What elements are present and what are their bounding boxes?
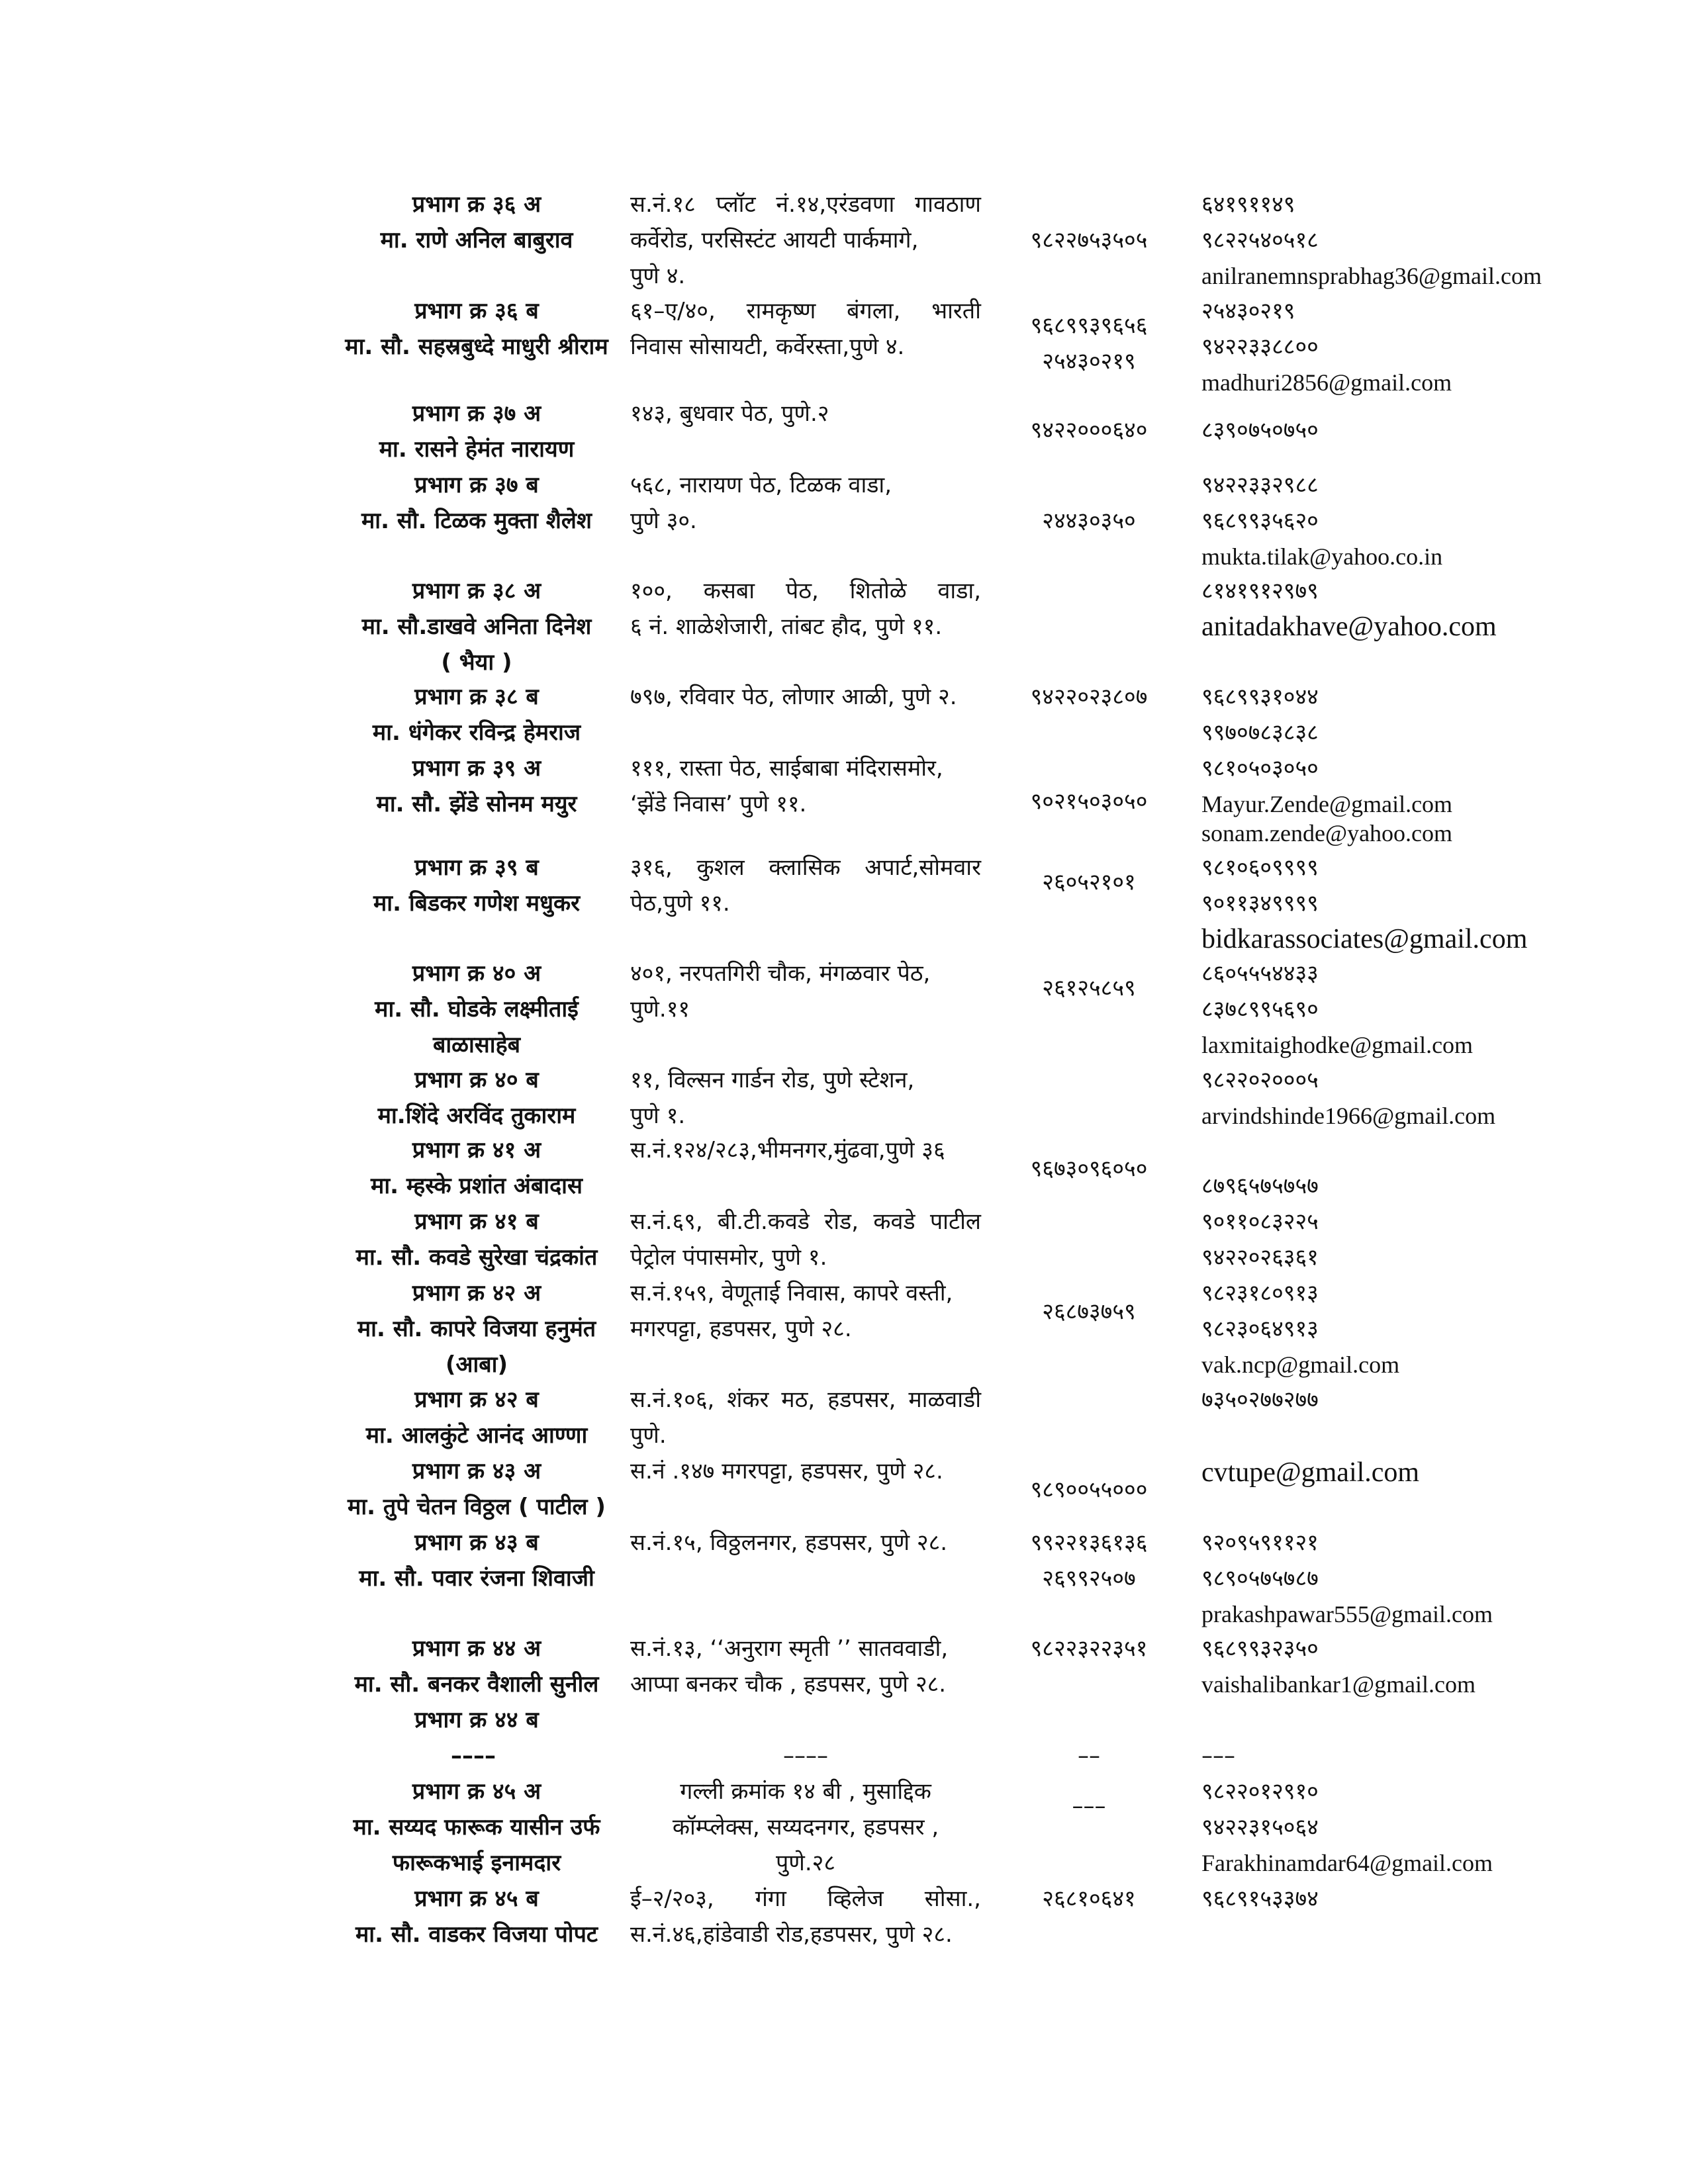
office-phone: २६८७३७५९ bbox=[1042, 1298, 1136, 1325]
address-line: १११, रास्ता पेठ, साईबाबा मंदिरासमोर, bbox=[630, 755, 943, 782]
office-phone: ९८२२७५३५०५ bbox=[1030, 227, 1148, 253]
councillor-name: मा. सौ. घोडके लक्ष्मीताई bbox=[375, 996, 579, 1023]
mobile-number: ९८९०५७५७८७ bbox=[1201, 1565, 1319, 1592]
empty-dash: ––– bbox=[1072, 1793, 1106, 1819]
email-address: vaishalibankar1@gmail.com bbox=[1201, 1671, 1476, 1698]
ward-label: प्रभाग क्र ४१ ब bbox=[414, 1208, 539, 1235]
ward-label: प्रभाग क्र ४१ अ bbox=[412, 1137, 541, 1163]
mobile-number: ९४२२३१५०६४ bbox=[1201, 1814, 1319, 1841]
ward-label: प्रभाग क्र ४५ ब bbox=[414, 1886, 539, 1912]
mobile-number: ९६८९९३५६२० bbox=[1201, 508, 1319, 534]
address-line: पेठ,पुणे ११. bbox=[630, 890, 730, 917]
office-phone: २४४३०३५० bbox=[1042, 508, 1136, 534]
email-address: anitadakhave@yahoo.com bbox=[1201, 612, 1497, 642]
mobile-number: ६४१९११४९ bbox=[1201, 191, 1295, 218]
contact-col bbox=[1201, 956, 1665, 1063]
address-col bbox=[630, 1774, 981, 1881]
address-col bbox=[630, 751, 981, 822]
mobile-number: ८३९०७५०७५० bbox=[1201, 417, 1319, 443]
councillor-name: मा. सौ. झेंडे सोनम मयुर bbox=[376, 791, 577, 817]
address-line: स.नं.१३, ‘‘अनुराग स्मृती ’’ सातववाडी, bbox=[630, 1635, 949, 1662]
address-col bbox=[630, 293, 981, 365]
mobile-number: ८३७८९९५६९० bbox=[1201, 996, 1319, 1023]
ward-label: प्रभाग क्र ३८ अ bbox=[412, 578, 541, 604]
address-line: ६ नं. शाळेशेजारी, तांबट हौद, पुणे ११. bbox=[630, 614, 943, 640]
address-line: स.नं.१०६, शंकर मठ, हडपसर, माळवाडी bbox=[630, 1387, 981, 1413]
empty-dash: –––– bbox=[451, 1743, 496, 1769]
address-line: पुणे ४. bbox=[630, 263, 686, 289]
office-phone: ९८२२३२२३५१ bbox=[1030, 1635, 1148, 1662]
ward-name-col bbox=[285, 396, 669, 467]
address-col bbox=[630, 1062, 981, 1134]
address-col bbox=[630, 396, 981, 432]
contact-col bbox=[1201, 1275, 1665, 1383]
address-col bbox=[630, 1738, 981, 1774]
address-line: ३१६, कुशल क्लासिक अपार्ट,सोमवार bbox=[630, 854, 981, 881]
ward-label: प्रभाग क्र ४० ब bbox=[414, 1067, 539, 1093]
address-col bbox=[630, 956, 981, 1027]
email-address: mukta.tilak@yahoo.co.in bbox=[1201, 543, 1443, 570]
address-line: ४०१, नरपतगिरी चौक, मंगळवार पेठ, bbox=[630, 960, 931, 987]
address-line: पुणे ३०. bbox=[630, 508, 697, 534]
contact-col bbox=[1201, 1168, 1665, 1204]
address-col bbox=[630, 1382, 981, 1453]
ward-name-col bbox=[285, 850, 669, 921]
email-address: Mayur.Zende@gmail.com bbox=[1201, 791, 1453, 817]
mobile-number: ९६८९९३२३५० bbox=[1201, 1635, 1319, 1662]
address-line: स.नं.४६,हांडेवाडी रोड,हडपसर, पुणे २८. bbox=[630, 1921, 953, 1948]
address-line: पेट्रोल पंपासमोर, पुणे १. bbox=[630, 1244, 827, 1271]
councillor-nickname: ( भैया ) bbox=[441, 649, 512, 676]
office-phone-col bbox=[986, 679, 1192, 715]
address-col bbox=[630, 187, 981, 294]
contact-col bbox=[1201, 467, 1665, 574]
address-line: पुणे.२८ bbox=[775, 1850, 836, 1876]
contact-col bbox=[1201, 1631, 1665, 1702]
address-line: स.नं.१२४/२८३,भीमनगर,मुंढवा,पुणे ३६ bbox=[630, 1137, 945, 1163]
ward-name-col bbox=[285, 573, 669, 680]
address-line: ‘झेंडे निवास’ पुणे ११. bbox=[630, 791, 807, 817]
councillor-name: मा. सौ. वाडकर विजया पोपट bbox=[355, 1921, 598, 1948]
contact-col bbox=[1201, 751, 1665, 851]
councillor-name: मा. बिडकर गणेश मधुकर bbox=[373, 890, 581, 917]
office-phone: २६८१०६४१ bbox=[1042, 1886, 1136, 1912]
office-phone: ९६७३०९६०५० bbox=[1030, 1156, 1148, 1182]
address-line: स.नं.६९, बी.टी.कवडे रोड, कवडे पाटील bbox=[630, 1208, 981, 1235]
councillor-name: मा. सौ. पवार रंजना शिवाजी bbox=[359, 1565, 594, 1592]
empty-dash: –– bbox=[1078, 1743, 1100, 1769]
ward-label: प्रभाग क्र ४० अ bbox=[412, 960, 541, 987]
email-address: vak.ncp@gmail.com bbox=[1201, 1351, 1400, 1378]
mobile-number: ९८२२०१२९१० bbox=[1201, 1778, 1319, 1805]
councillor-name: मा. सौ. बनकर वैशाली सुनील bbox=[354, 1671, 599, 1698]
ward-label: प्रभाग क्र ४२ ब bbox=[414, 1387, 539, 1413]
ward-name-col bbox=[285, 1631, 669, 1738]
contact-col bbox=[1201, 1382, 1665, 1418]
address-line: पुणे. bbox=[630, 1422, 667, 1449]
address-line: स.नं.१५९, वेणूताई निवास, कापरे वस्ती, bbox=[630, 1280, 953, 1306]
councillor-name: मा.शिंदे अरविंद तुकाराम bbox=[377, 1103, 576, 1129]
address-col bbox=[630, 1204, 981, 1275]
ward-label: प्रभाग क्र ४५ अ bbox=[412, 1778, 541, 1805]
office-phone: ९०२१५०३०५० bbox=[1030, 788, 1148, 815]
contact-col bbox=[1201, 1881, 1665, 1917]
ward-name-col bbox=[285, 1062, 669, 1134]
address-line: स.नं.१५, विठ्ठलनगर, हडपसर, पुणे २८. bbox=[630, 1529, 948, 1556]
contact-col bbox=[1201, 187, 1665, 294]
address-line: १००, कसबा पेठ, शितोळे वाडा, bbox=[630, 578, 981, 604]
mobile-number: ८६०५५५४४३३ bbox=[1201, 960, 1319, 987]
office-phone: ९४२२०००६४० bbox=[1030, 417, 1148, 443]
email-address: bidkarassociates@gmail.com bbox=[1201, 924, 1528, 954]
email-address: cvtupe@gmail.com bbox=[1201, 1457, 1420, 1488]
councillor-name: मा. आलकुंटे आनंद आण्णा bbox=[365, 1422, 588, 1449]
address-line: ६१–ए/४०, रामकृष्ण बंगला, भारती bbox=[630, 298, 981, 324]
contact-col bbox=[1201, 1525, 1665, 1632]
empty-dash: ––– bbox=[1201, 1743, 1235, 1769]
office-phone-col bbox=[986, 308, 1192, 379]
email-address: Farakhinamdar64@gmail.com bbox=[1201, 1850, 1493, 1876]
phone-number: २५४३०२१९ bbox=[1201, 298, 1295, 324]
address-col bbox=[630, 467, 981, 539]
address-line: पुणे.११ bbox=[630, 996, 690, 1023]
email-address: prakashpawar555@gmail.com bbox=[1201, 1601, 1493, 1627]
mobile-number: ९८२२५४०५१८ bbox=[1201, 227, 1319, 253]
councillor-name: मा. सौ. सहस्रबुध्दे माधुरी श्रीराम bbox=[345, 334, 608, 360]
office-phone: ९६८९९३९६५६ bbox=[1030, 312, 1148, 339]
mobile-number: ९६८९९३१०४४ bbox=[1201, 684, 1319, 710]
office-phone-col bbox=[986, 1738, 1192, 1774]
ward-label: प्रभाग क्र ३९ अ bbox=[412, 755, 541, 782]
email-address: anilranemnsprabhag36@gmail.com bbox=[1201, 263, 1542, 289]
councillor-name: मा. सौ. टिळक मुक्ता शैलेश bbox=[361, 508, 592, 534]
ward-name-col bbox=[285, 1204, 669, 1275]
address-line: ५६८, नारायण पेठ, टिळक वाडा, bbox=[630, 472, 892, 498]
address-line: निवास सोसायटी, कर्वेरस्ता,पुणे ४. bbox=[630, 334, 905, 360]
office-phone-col bbox=[986, 1788, 1192, 1824]
email-address: laxmitaighodke@gmail.com bbox=[1201, 1032, 1474, 1058]
address-line: स.नं .१४७ मगरपट्टा, हडपसर, पुणे २८. bbox=[630, 1458, 943, 1484]
address-line: ई–२/२०३, गंगा व्हिलेज सोसा., bbox=[630, 1886, 981, 1912]
office-phone-col bbox=[986, 222, 1192, 258]
office-phone-col bbox=[986, 412, 1192, 448]
office-phone-col bbox=[986, 1151, 1192, 1187]
mobile-number: ९४२२३३८८०० bbox=[1201, 334, 1319, 360]
address-col bbox=[630, 1453, 981, 1489]
ward-name-col bbox=[285, 1881, 669, 1952]
mobile-number: ९२०९५९११२१ bbox=[1201, 1529, 1319, 1556]
mobile-number: ८१४१९१२९७९ bbox=[1201, 578, 1319, 604]
address-col bbox=[630, 1881, 981, 1952]
office-phone-col bbox=[986, 1881, 1192, 1917]
ward-label: प्रभाग क्र ३८ ब bbox=[414, 684, 539, 710]
office-phone: ९४२२०२३८०७ bbox=[1030, 684, 1148, 710]
mobile-number: ९४२२३३२९८८ bbox=[1201, 472, 1319, 498]
office-phone-col bbox=[986, 1631, 1192, 1666]
address-col bbox=[630, 1525, 981, 1561]
address-line: गल्ली क्रमांक १४ बी , मुसाद्दिक bbox=[680, 1778, 931, 1805]
mobile-number: ९८२३१८०९१३ bbox=[1201, 1280, 1319, 1306]
office-phone-col bbox=[986, 784, 1192, 819]
address-col bbox=[630, 850, 981, 921]
office-phone-col bbox=[986, 1294, 1192, 1330]
office-phone: २६०५२१०१ bbox=[1042, 869, 1136, 895]
email-address: madhuri2856@gmail.com bbox=[1201, 369, 1452, 396]
ward-name-col bbox=[285, 1774, 669, 1881]
mobile-number: ९६८९१५३३७४ bbox=[1201, 1886, 1319, 1912]
office-phone: २६१२५८५९ bbox=[1042, 975, 1136, 1001]
address-line: आप्पा बनकर चौक , हडपसर, पुणे २८. bbox=[630, 1671, 947, 1698]
contact-col bbox=[1201, 412, 1665, 448]
mobile-number: ९८२२०२०००५ bbox=[1201, 1067, 1319, 1093]
councillor-name: मा. सौ.डाखवे अनिता दिनेश bbox=[361, 614, 592, 640]
email-address: arvindshinde1966@gmail.com bbox=[1201, 1103, 1496, 1129]
office-phone: ९९२२१३६१३६ bbox=[1030, 1529, 1148, 1556]
empty-dash: –––– bbox=[783, 1743, 828, 1769]
office-phone-col bbox=[986, 1472, 1192, 1508]
mobile-number: ९८१०६०९९९९ bbox=[1201, 854, 1319, 881]
ward-label: प्रभाग क्र ४४ अ bbox=[412, 1635, 541, 1662]
mobile-number: ९०११०८३२२५ bbox=[1201, 1208, 1319, 1235]
ward-name-col bbox=[285, 1275, 669, 1383]
ward-label: प्रभाग क्र ४२ अ bbox=[412, 1280, 541, 1306]
mobile-number: ९८२३०६४९१३ bbox=[1201, 1316, 1319, 1342]
address-line: मगरपट्टा, हडपसर, पुणे २८. bbox=[630, 1316, 852, 1342]
address-col bbox=[630, 1132, 981, 1168]
ward-label: प्रभाग क्र ४४ ब bbox=[414, 1707, 539, 1733]
contact-col bbox=[1201, 1062, 1665, 1134]
ward-label: प्रभाग क्र ३६ अ bbox=[412, 191, 541, 218]
address-line: स.नं.१८ प्लॉट नं.१४,एरंडवणा गावठाण bbox=[630, 191, 981, 218]
councillor-name: मा. धंगेकर रविन्द्र हेमराज bbox=[372, 719, 581, 746]
contact-col bbox=[1201, 1455, 1665, 1490]
ward-label: प्रभाग क्र ३७ ब bbox=[414, 472, 539, 498]
address-line: पुणे १. bbox=[630, 1103, 686, 1129]
office-phone-col bbox=[986, 864, 1192, 900]
ward-name-col bbox=[285, 679, 669, 751]
ward-name-col bbox=[285, 1738, 662, 1774]
contact-col bbox=[1201, 1774, 1665, 1881]
councillor-name-cont: फारूकभाई इनामदार bbox=[392, 1850, 561, 1876]
office-phone: २६९९२५०७ bbox=[1042, 1565, 1136, 1592]
mobile-number: ९९७०७८३८३८ bbox=[1201, 719, 1319, 746]
ward-label: प्रभाग क्र ३७ अ bbox=[412, 400, 541, 427]
ward-name-col bbox=[285, 1382, 669, 1453]
contact-col bbox=[1201, 293, 1665, 400]
councillor-name: मा. सौ. कापरे विजया हनुमंत bbox=[357, 1316, 596, 1342]
ward-label: प्रभाग क्र ३९ ब bbox=[414, 854, 539, 881]
contact-col bbox=[1201, 1738, 1665, 1774]
office-phone-col bbox=[986, 503, 1192, 539]
office-phone-col bbox=[986, 1525, 1192, 1596]
mobile-number: ८७९६५७५७५७ bbox=[1201, 1173, 1319, 1199]
ward-name-col bbox=[285, 1453, 669, 1525]
address-line: कॉम्प्लेक्स, सय्यदनगर, हडपसर , bbox=[672, 1814, 939, 1841]
ward-name-col bbox=[285, 187, 669, 258]
mobile-number: ९८१०५०३०५० bbox=[1201, 755, 1319, 782]
contact-col bbox=[1201, 573, 1665, 645]
address-col bbox=[630, 1275, 981, 1347]
address-col bbox=[630, 679, 981, 715]
address-line: ७९७, रविवार पेठ, लोणार आळी, पुणे २. bbox=[630, 684, 957, 710]
ward-name-col bbox=[285, 467, 669, 539]
mobile-number: ९४२२०२६३६१ bbox=[1201, 1244, 1319, 1271]
councillor-name-cont: बाळासाहेब bbox=[432, 1032, 521, 1058]
councillor-name: मा. रासने हेमंत नारायण bbox=[379, 436, 575, 463]
mobile-number: ७३५०२७७२७७ bbox=[1201, 1387, 1319, 1413]
mobile-number: ९०११३४९९९९ bbox=[1201, 890, 1319, 917]
ward-label: प्रभाग क्र ४३ अ bbox=[412, 1458, 541, 1484]
address-line: १४३, बुधवार पेठ, पुणे.२ bbox=[630, 400, 829, 427]
email-address: sonam.zende@yahoo.com bbox=[1201, 820, 1453, 846]
address-line: ११, विल्सन गार्डन रोड, पुणे स्टेशन, bbox=[630, 1067, 915, 1093]
address-line: कर्वेरोड, परसिस्टंट आयटी पार्कमागे, bbox=[630, 227, 919, 253]
councillor-name: मा. राणे अनिल बाबुराव bbox=[380, 227, 573, 253]
ward-label: प्रभाग क्र ३६ ब bbox=[414, 298, 539, 324]
councillor-name: मा. तुपे चेतन विठ्ठल ( पाटील ) bbox=[348, 1494, 606, 1520]
ward-name-col bbox=[285, 293, 669, 365]
councillor-name: मा. सय्यद फारूक यासीन उर्फ bbox=[353, 1814, 600, 1841]
contact-col bbox=[1201, 679, 1665, 751]
address-col bbox=[630, 573, 981, 645]
office-phone: २५४३०२१९ bbox=[1042, 348, 1136, 375]
address-col bbox=[630, 1631, 981, 1702]
contact-col bbox=[1201, 1204, 1665, 1275]
ward-label: प्रभाग क्र ४३ ब bbox=[414, 1529, 539, 1556]
contact-col bbox=[1201, 850, 1665, 957]
councillor-nickname: (आबा) bbox=[445, 1351, 508, 1378]
ward-name-col bbox=[285, 1132, 669, 1204]
office-phone: ९८९००५५००० bbox=[1030, 1477, 1148, 1503]
office-phone-col bbox=[986, 970, 1192, 1006]
ward-name-col bbox=[285, 956, 669, 1063]
councillor-name: मा. म्हस्के प्रशांत अंबादास bbox=[371, 1173, 583, 1199]
ward-name-col bbox=[285, 751, 669, 822]
councillor-name: मा. सौ. कवडे सुरेखा चंद्रकांत bbox=[355, 1244, 598, 1271]
ward-name-col bbox=[285, 1525, 669, 1596]
